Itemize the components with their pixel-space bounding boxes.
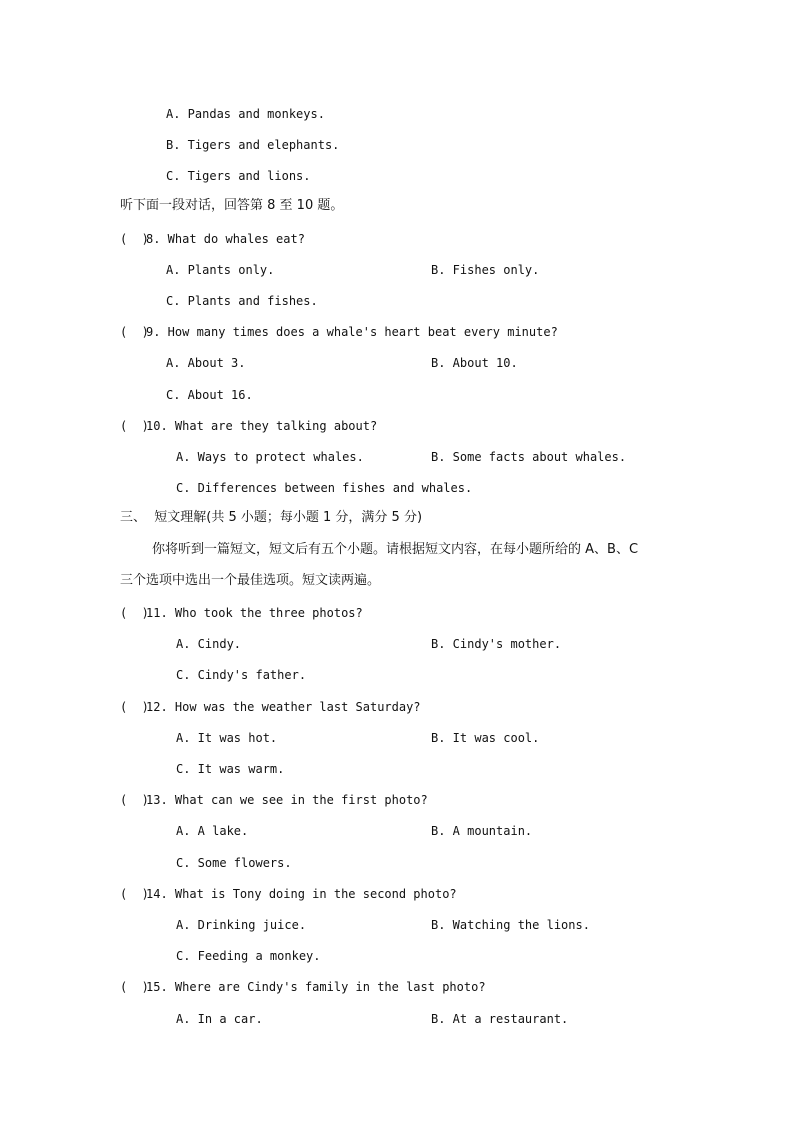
question-9-stem: 9. How many times does a whale's heart beat every minute?	[146, 325, 558, 339]
question-10-option-c: C. Differences between fishes and whales.	[176, 481, 473, 495]
question-15-option-a: A. In a car.	[176, 1012, 263, 1026]
question-11-stem: 11. Who took the three photos?	[146, 606, 363, 620]
question-8-option-b: B. Fishes only.	[431, 263, 540, 277]
question-12-option-c: C. It was warm.	[176, 762, 285, 776]
question-12-paren: ( )	[120, 700, 149, 714]
q7-option-a: A. Pandas and monkeys.	[166, 107, 325, 121]
q7-option-c: C. Tigers and lions.	[166, 169, 311, 183]
question-14-option-b: B. Watching the lions.	[431, 918, 590, 932]
question-11-paren: ( )	[120, 606, 149, 620]
question-12-option-a: A. It was hot.	[176, 731, 278, 745]
section3-heading: 三、 短文理解(共 5 小题；每小题 1 分，满分 5 分)	[120, 510, 423, 525]
q7-option-b: B. Tigers and elephants.	[166, 138, 340, 152]
question-8-option-a: A. Plants only.	[166, 263, 275, 277]
question-12-stem: 12. How was the weather last Saturday?	[146, 700, 421, 714]
question-13-option-c: C. Some flowers.	[176, 856, 292, 870]
question-14-option-c: C. Feeding a monkey.	[176, 949, 321, 963]
question-15-stem: 15. Where are Cindy's family in the last photo?	[146, 980, 486, 994]
question-10-option-a: A. Ways to protect whales.	[176, 450, 364, 464]
question-13-stem: 13. What can we see in the first photo?	[146, 793, 428, 807]
question-11-option-c: C. Cindy's father.	[176, 668, 307, 682]
question-10-paren: ( )	[120, 419, 149, 433]
question-8-option-c: C. Plants and fishes.	[166, 294, 318, 308]
instruction-8-10: 听下面一段对话，回答第 8 至 10 题。	[120, 198, 344, 213]
question-13-option-a: A. A lake.	[176, 824, 249, 838]
question-14-option-a: A. Drinking juice.	[176, 918, 307, 932]
section3-intro-line1: 你将听到一篇短文，短文后有五个小题。请根据短文内容，在每小题所给的 A、B、C	[152, 542, 639, 557]
question-10-option-b: B. Some facts about whales.	[431, 450, 627, 464]
question-10-stem: 10. What are they talking about?	[146, 419, 378, 433]
question-14-paren: ( )	[120, 887, 149, 901]
question-8-paren: ( )	[120, 232, 149, 246]
question-12-option-b: B. It was cool.	[431, 731, 540, 745]
question-9-paren: ( )	[120, 325, 149, 339]
question-8-stem: 8. What do whales eat?	[146, 232, 305, 246]
section3-intro-line2: 三个选项中选出一个最佳选项。短文读两遍。	[120, 573, 381, 588]
question-15-paren: ( )	[120, 980, 149, 994]
question-13-option-b: B. A mountain.	[431, 824, 533, 838]
question-15-option-b: B. At a restaurant.	[431, 1012, 569, 1026]
question-11-option-b: B. Cindy's mother.	[431, 637, 562, 651]
question-13-paren: ( )	[120, 793, 149, 807]
question-9-option-c: C. About 16.	[166, 388, 253, 402]
question-9-option-b: B. About 10.	[431, 356, 518, 370]
question-14-stem: 14. What is Tony doing in the second photo?	[146, 887, 457, 901]
question-9-option-a: A. About 3.	[166, 356, 246, 370]
question-11-option-a: A. Cindy.	[176, 637, 242, 651]
